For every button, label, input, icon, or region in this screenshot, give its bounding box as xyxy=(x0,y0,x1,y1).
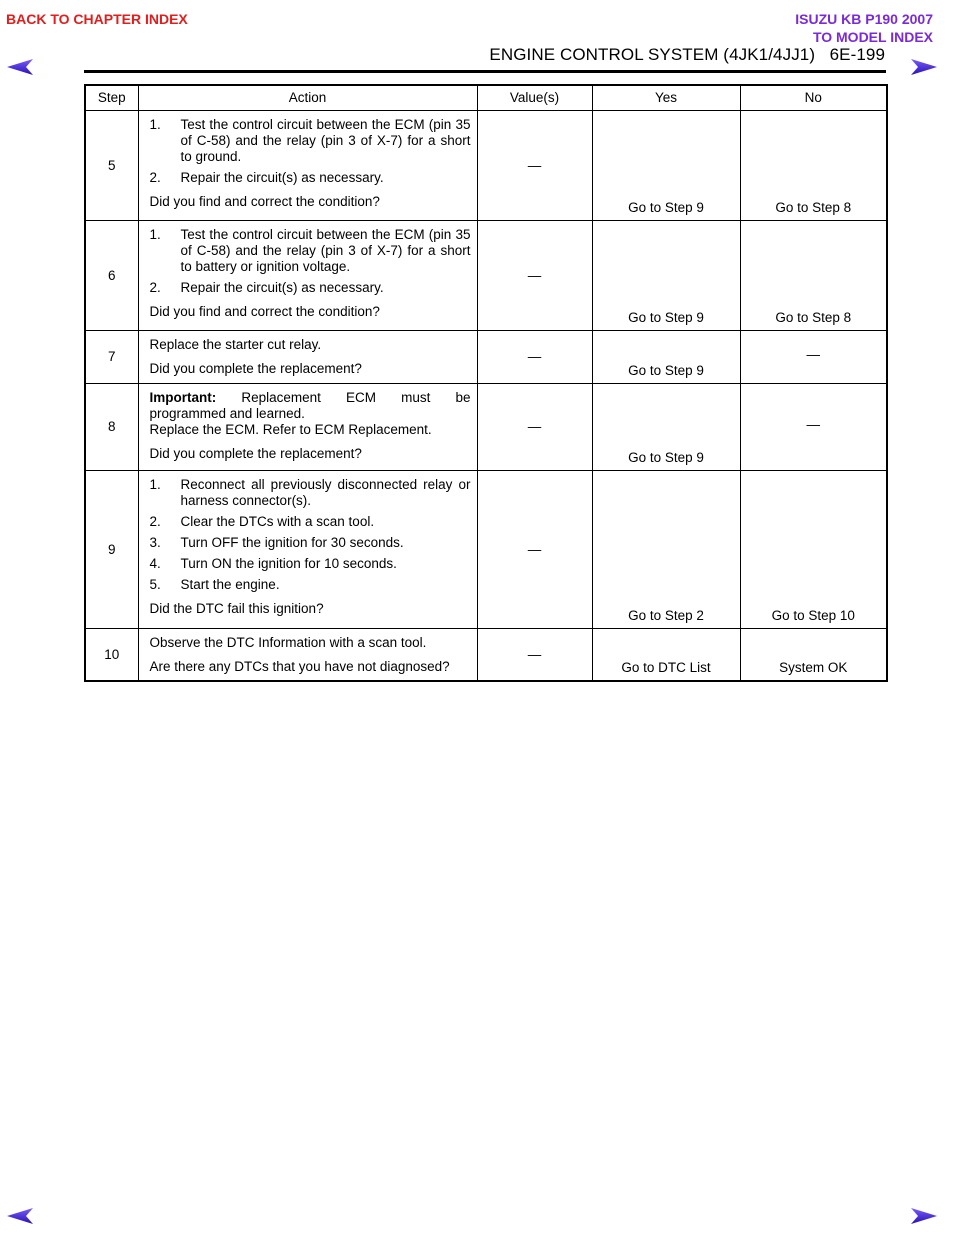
previous-page-arrow-icon[interactable] xyxy=(6,1206,34,1226)
previous-page-arrow-icon[interactable] xyxy=(6,57,34,77)
action-text: Replace the starter cut relay. xyxy=(149,337,322,352)
header-action: Action xyxy=(138,85,477,111)
table-row xyxy=(85,629,887,682)
value-cell: — xyxy=(477,111,592,221)
question-text: Did you find and correct the condition? xyxy=(149,194,380,209)
step-number: 6 xyxy=(85,221,138,331)
header-step: Step xyxy=(85,85,138,111)
list-item: 1. Reconnect all previously disconnected relay or harness connector(s). xyxy=(149,477,471,508)
no-cell: System OK xyxy=(740,629,887,682)
question-text: Did you complete the replacement? xyxy=(149,446,362,461)
important-note-continued: programmed and learned. xyxy=(149,406,305,421)
back-to-chapter-index-link[interactable]: BACK TO CHAPTER INDEX xyxy=(6,11,188,27)
no-cell: — xyxy=(740,331,887,384)
header-divider xyxy=(84,70,886,73)
action-text: Replace the ECM. Refer to ECM Replacement. xyxy=(149,422,432,437)
list-item: 1. Test the control circuit between the ECM (pin 35 of C-58) and the relay (pin 3 of X-7) for a short to ground. xyxy=(149,117,471,164)
no-cell: — xyxy=(740,384,887,471)
header-value: Value(s) xyxy=(477,85,592,111)
action-cell xyxy=(138,331,477,384)
next-page-arrow-icon[interactable] xyxy=(910,57,938,77)
list-item: 3. Turn OFF the ignition for 30 seconds. xyxy=(149,535,404,550)
question-text: Did you complete the replacement? xyxy=(149,361,362,376)
list-item: 1. Test the control circuit between the ECM (pin 35 of C-58) and the relay (pin 3 of X-7) for a short to battery or ignition voltage. xyxy=(149,227,471,274)
action-cell xyxy=(138,629,477,682)
value-cell: — xyxy=(477,331,592,384)
model-title-link[interactable]: ISUZU KB P190 2007 xyxy=(795,11,933,27)
no-cell: Go to Step 10 xyxy=(740,471,887,629)
action-text: Observe the DTC Information with a scan tool. xyxy=(149,635,427,650)
list-item: 2. Repair the circuit(s) as necessary. xyxy=(149,170,384,185)
table-row xyxy=(85,471,887,629)
table-header-row xyxy=(85,85,887,111)
important-note: Important: Replacement ECM must be xyxy=(149,390,471,405)
list-item: 2. Clear the DTCs with a scan tool. xyxy=(149,514,375,529)
action-cell xyxy=(138,471,477,629)
question-text: Did you find and correct the condition? xyxy=(149,304,380,319)
table-row xyxy=(85,221,887,331)
yes-cell: Go to Step 9 xyxy=(592,384,740,471)
yes-cell: Go to Step 9 xyxy=(592,221,740,331)
table-row xyxy=(85,331,887,384)
value-cell: — xyxy=(477,384,592,471)
page-header-title: ENGINE CONTROL SYSTEM (4JK1/4JJ1) 6E-199 xyxy=(489,45,885,64)
value-cell: — xyxy=(477,221,592,331)
yes-cell: Go to Step 9 xyxy=(592,331,740,384)
value-cell: — xyxy=(477,629,592,682)
action-cell xyxy=(138,384,477,471)
action-cell xyxy=(138,111,477,221)
step-number: 10 xyxy=(85,629,138,682)
list-item: 5. Start the engine. xyxy=(149,577,280,592)
important-label: Important: xyxy=(149,390,217,405)
step-number: 8 xyxy=(85,384,138,471)
step-number: 9 xyxy=(85,471,138,629)
list-item: 2. Repair the circuit(s) as necessary. xyxy=(149,280,384,295)
question-text: Are there any DTCs that you have not diagnosed? xyxy=(149,659,450,674)
next-page-arrow-icon[interactable] xyxy=(910,1206,938,1226)
table-row xyxy=(85,111,887,221)
to-model-index-link[interactable]: TO MODEL INDEX xyxy=(812,29,933,45)
no-cell: Go to Step 8 xyxy=(740,221,887,331)
yes-cell: Go to Step 9 xyxy=(592,111,740,221)
header-yes: Yes xyxy=(592,85,740,111)
table-row xyxy=(85,384,887,471)
yes-cell: Go to DTC List xyxy=(592,629,740,682)
no-cell: Go to Step 8 xyxy=(740,111,887,221)
action-cell xyxy=(138,221,477,331)
value-cell: — xyxy=(477,471,592,629)
yes-cell: Go to Step 2 xyxy=(592,471,740,629)
header-no: No xyxy=(740,85,887,111)
list-item: 4. Turn ON the ignition for 10 seconds. xyxy=(149,556,397,571)
question-text: Did the DTC fail this ignition? xyxy=(149,601,324,616)
step-number: 5 xyxy=(85,111,138,221)
diagnostic-table xyxy=(84,84,888,682)
step-number: 7 xyxy=(85,331,138,384)
